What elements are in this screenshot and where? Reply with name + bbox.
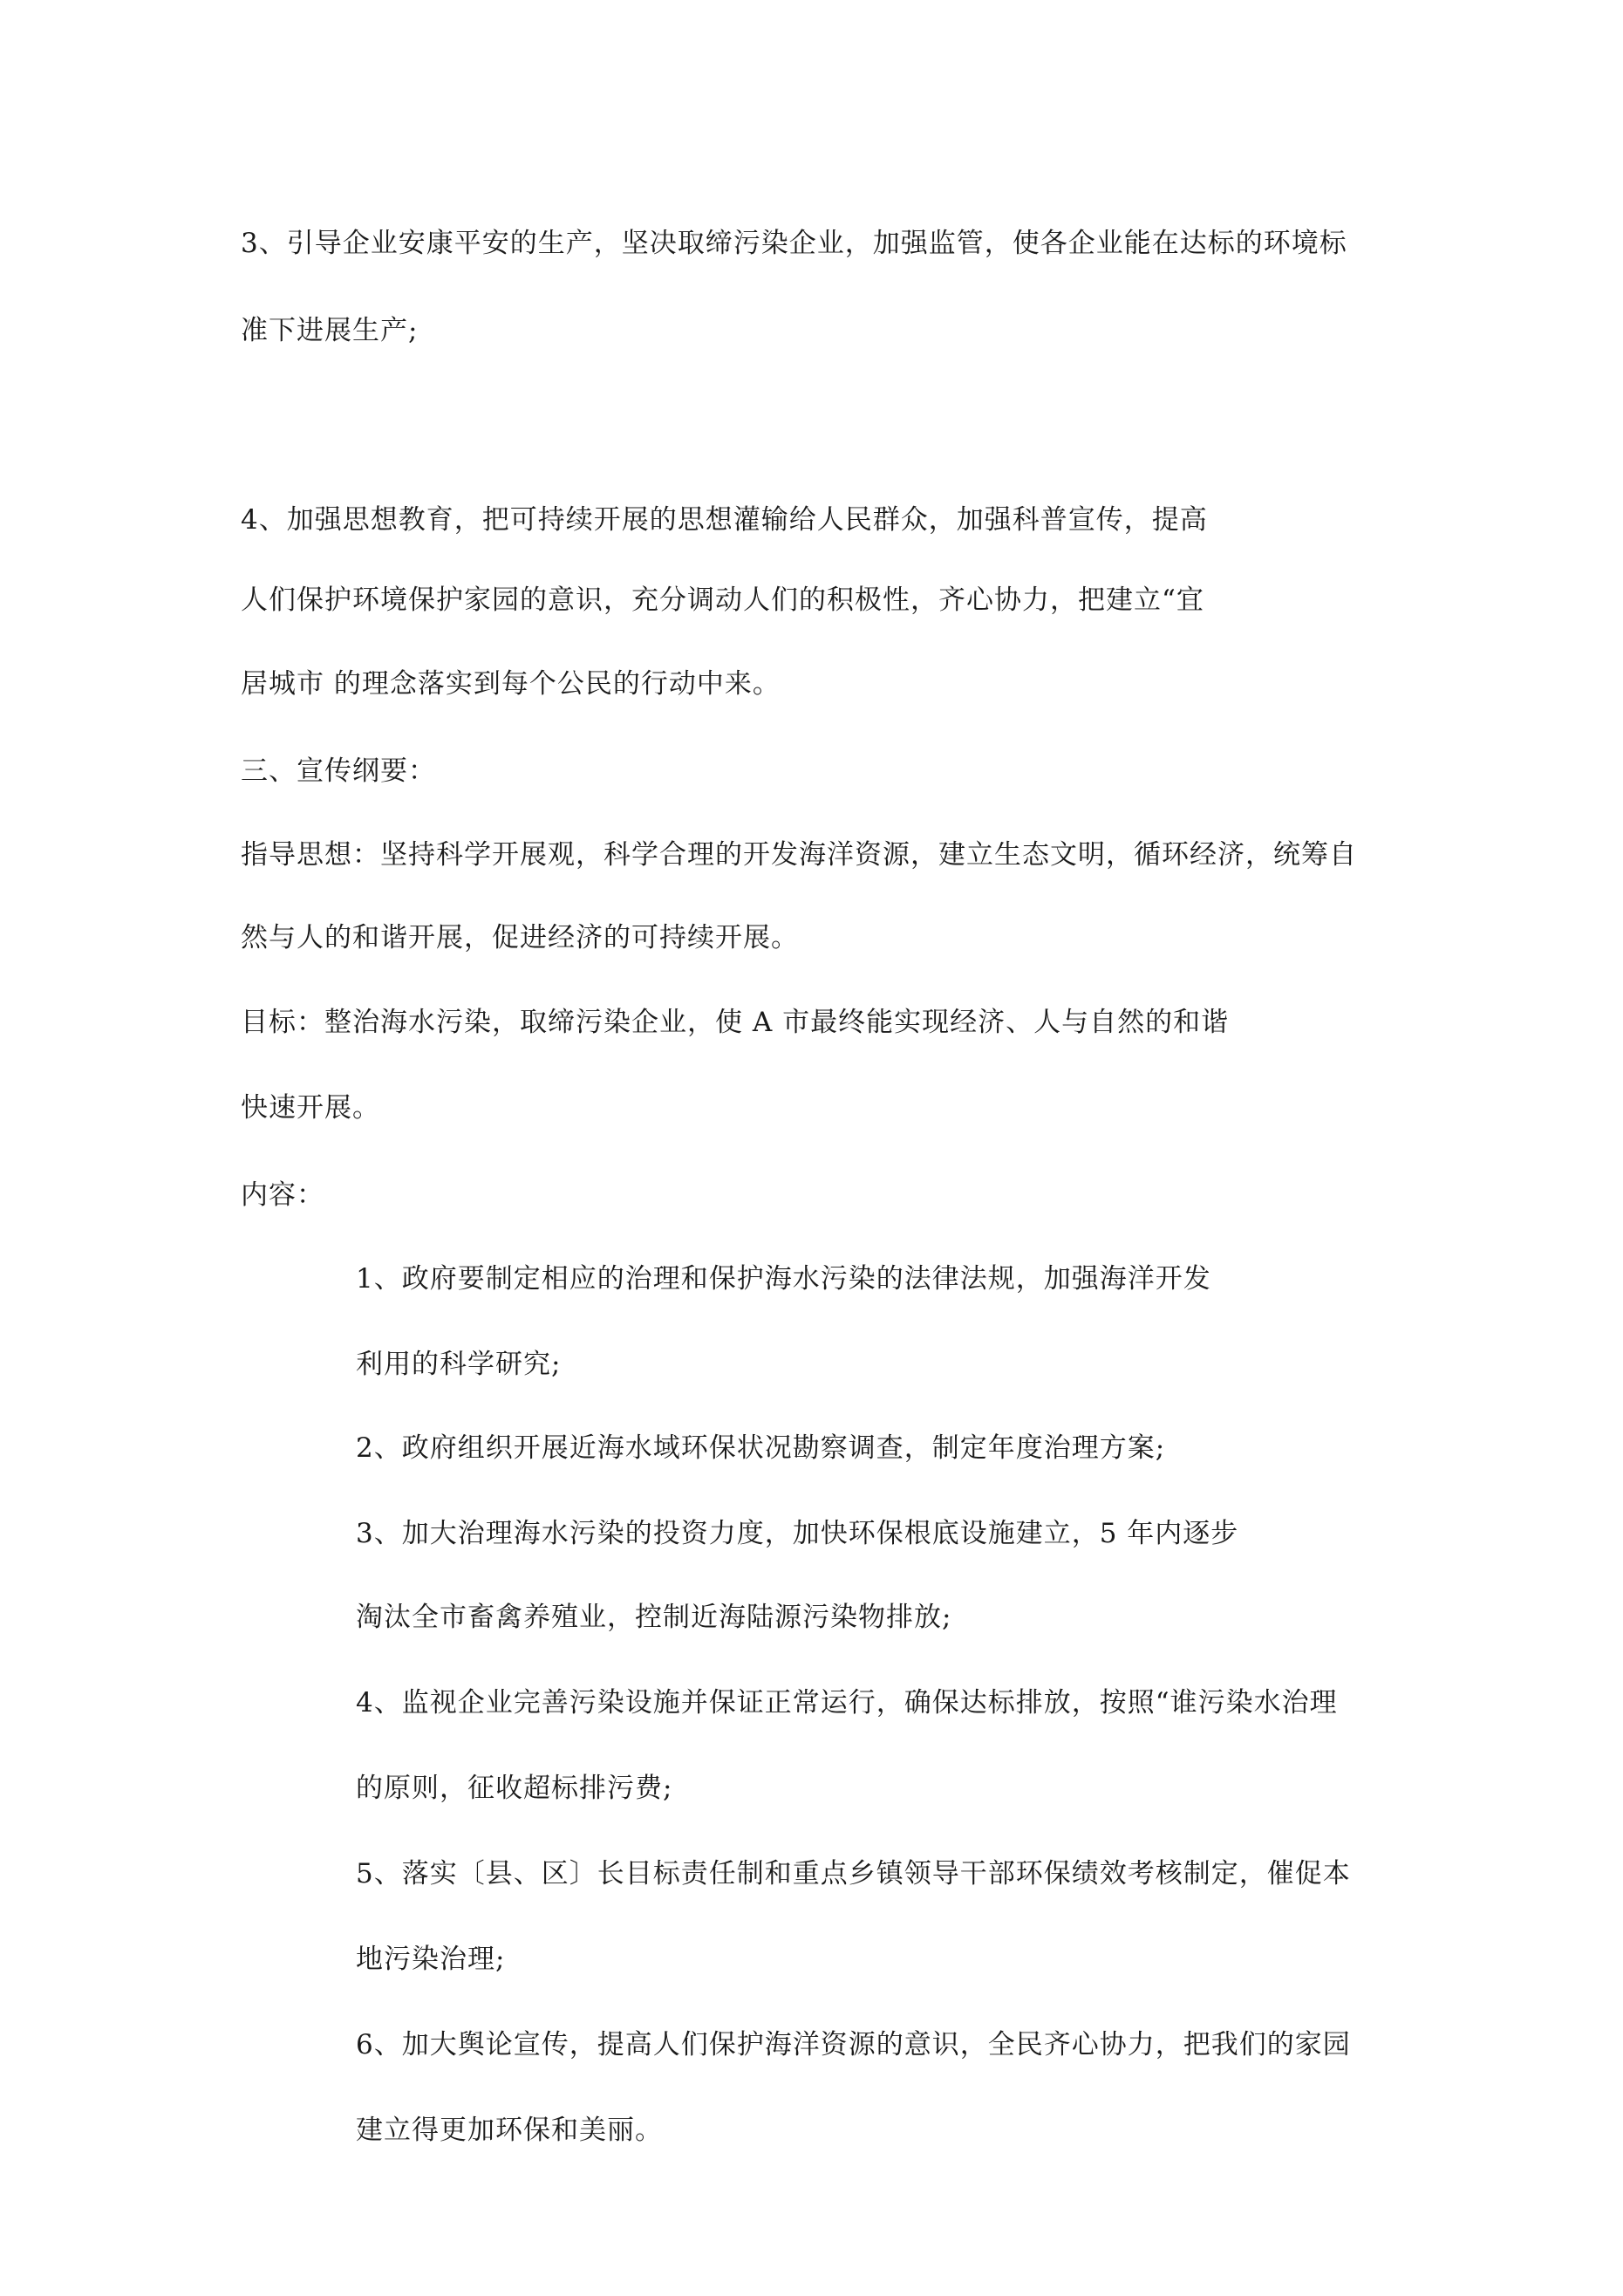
paragraph-line: 然与人的和谐开展，促进经济的可持续开展。 bbox=[241, 922, 799, 953]
paragraph-line: 快速开展。 bbox=[241, 1092, 380, 1124]
paragraph-line: 指导思想：坚持科学开展观，科学合理的开发海洋资源，建立生态文明，循环经济，统筹自 bbox=[241, 839, 1357, 871]
content-label: 内容： bbox=[241, 1179, 324, 1211]
list-item-line: 利用的科学研究; bbox=[356, 1349, 562, 1380]
list-item-line: 5、落实〔县、区〕长目标责任制和重点乡镇领导干部环保绩效考核制定，催促本 bbox=[356, 1858, 1351, 1889]
list-item-line: 的原则，征收超标排污费; bbox=[356, 1773, 673, 1804]
paragraph-line: 4、加强思想教育，把可持续开展的思想灌输给人民群众，加强科普宣传，提高 bbox=[241, 504, 1208, 536]
list-item-line: 6、加大舆论宣传，提高人们保护海洋资源的意识，全民齐心协力，把我们的家园 bbox=[356, 2029, 1351, 2060]
paragraph-line: 居城市 的理念落实到每个公民的行动中来。 bbox=[241, 668, 781, 700]
list-item-line: 淘汰全市畜禽养殖业，控制近海陆源污染物排放; bbox=[356, 1602, 952, 1633]
list-item-line: 地污染治理; bbox=[356, 1944, 506, 1975]
list-item-line: 3、加大治理海水污染的投资力度，加快环保根底设施建立，5 年内逐步 bbox=[356, 1518, 1239, 1549]
paragraph-line: 人们保护环境保护家园的意识，充分调动人们的积极性，齐心协力，把建立“宜 bbox=[241, 584, 1204, 616]
section-heading: 三、宣传纲要： bbox=[241, 755, 436, 787]
paragraph-line: 目标：整治海水污染，取缔污染企业，使 A 市最终能实现经济、人与自然的和谐 bbox=[241, 1007, 1230, 1038]
list-item-line: 4、监视企业完善污染设施并保证正常运行，确保达标排放，按照“谁污染水治理 bbox=[356, 1687, 1338, 1719]
list-item-line: 2、政府组织开展近海水域环保状况勘察调查，制定年度治理方案; bbox=[356, 1432, 1166, 1464]
list-item-line: 1、政府要制定相应的治理和保护海水污染的法律法规，加强海洋开发 bbox=[356, 1263, 1211, 1295]
paragraph-line: 准下进展生产; bbox=[241, 315, 419, 346]
list-item-line: 建立得更加环保和美丽。 bbox=[356, 2115, 663, 2146]
paragraph-line: 3、引导企业安康平安的生产，坚决取缔污染企业，加强监管，使各企业能在达标的环境标 bbox=[241, 228, 1347, 259]
